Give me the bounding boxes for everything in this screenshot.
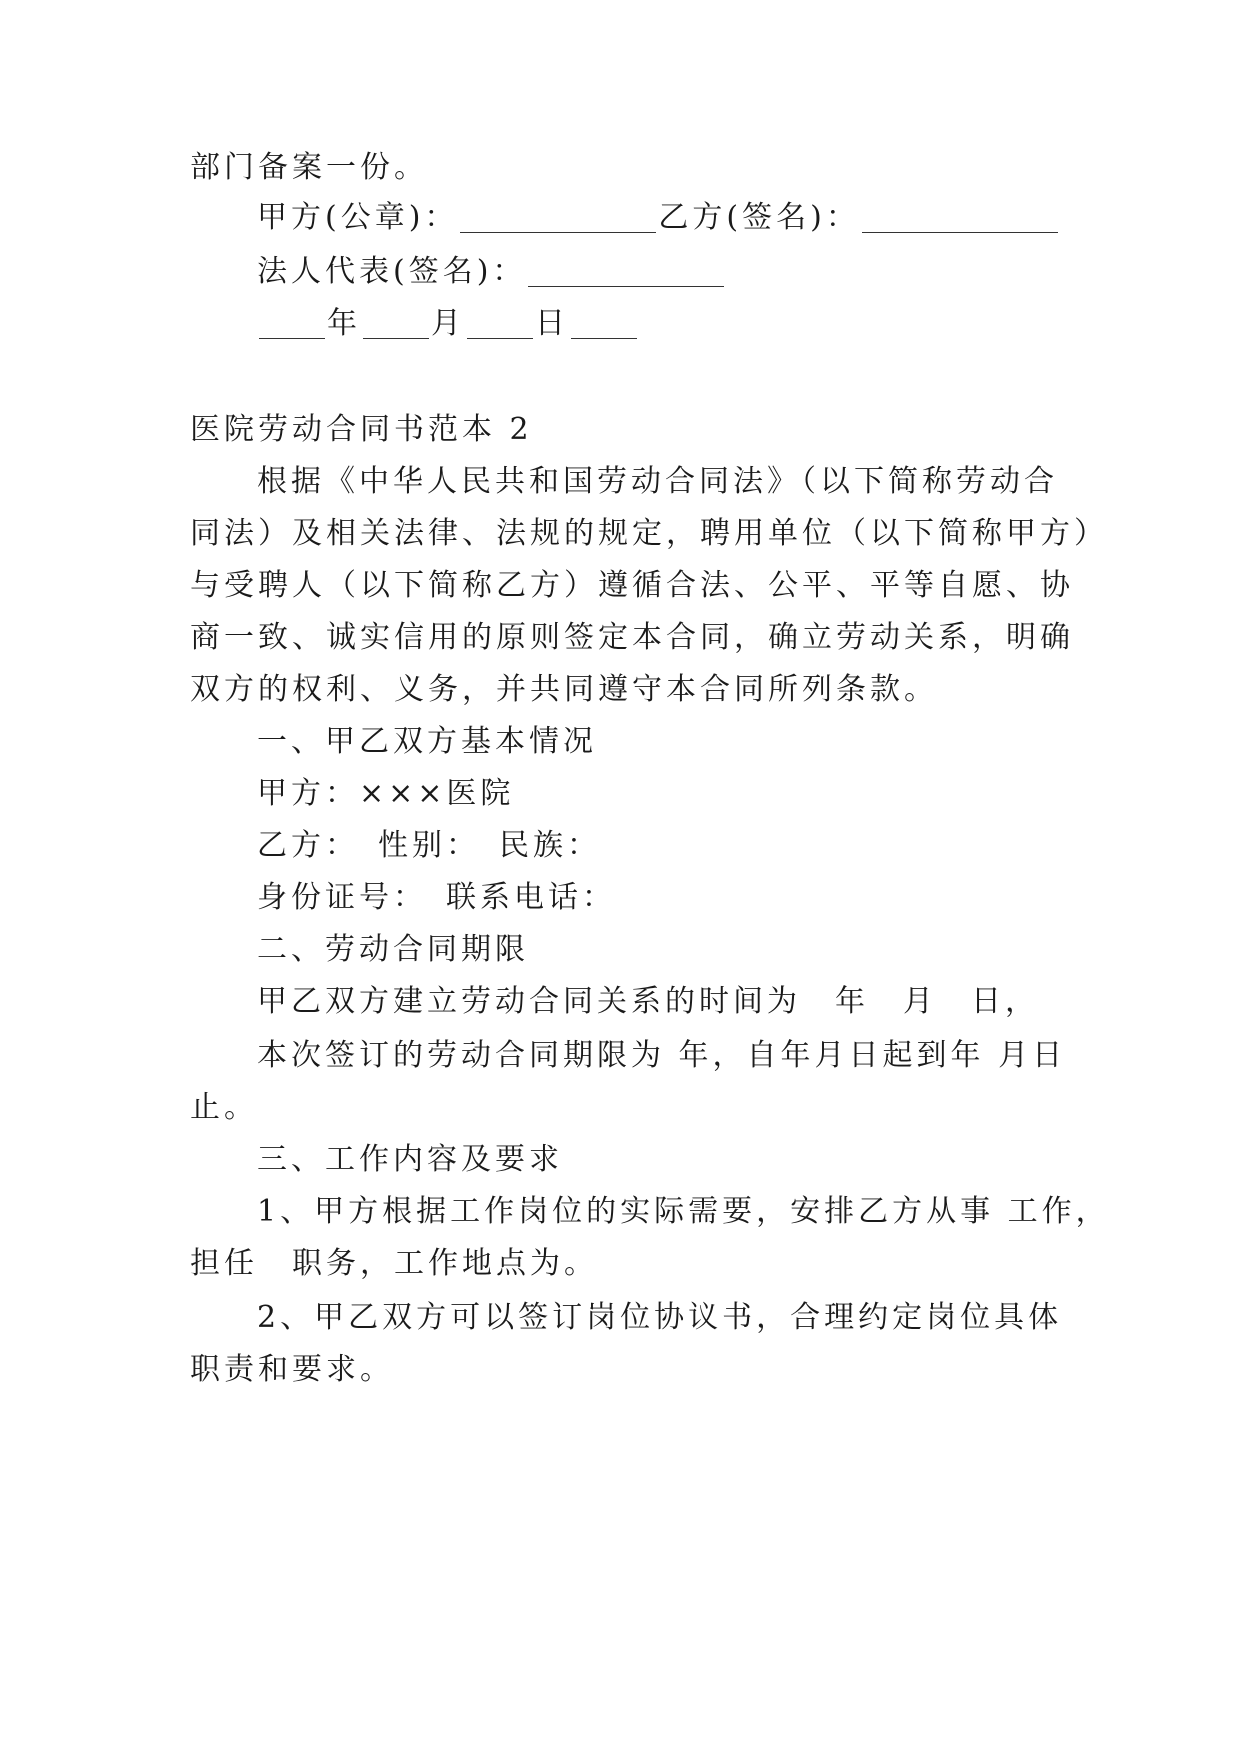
party-a-blank [460, 232, 656, 233]
heading-basic-info: 一、甲乙双方基本情况 [257, 724, 597, 759]
legal-rep-blank [528, 286, 724, 287]
party-b-line: 乙方： 性别： 民族： [257, 828, 601, 863]
paragraph-line: 双方的权利、义务，并共同遵守本合同所列条款。 [190, 672, 938, 707]
paragraph-line: 商一致、诚实信用的原则签定本合同，确立劳动关系，明确 [190, 620, 1074, 655]
month-label: 月 [431, 306, 465, 341]
signature-line-legal-rep [257, 252, 1050, 292]
id-phone-line: 身份证号： 联系电话： [257, 880, 616, 915]
date-line [257, 304, 1050, 344]
term-line: 本次签订的劳动合同期限为 年，自年月日起到年 月日 [257, 1038, 1067, 1073]
party-a-seal-label: 甲方(公章)： [257, 200, 459, 235]
section-title: 医院劳动合同书范本 2 [190, 412, 533, 447]
heading-work-content: 三、工作内容及要求 [257, 1142, 563, 1177]
item-line: 职责和要求。 [190, 1352, 394, 1387]
paragraph-line: 与受聘人（以下简称乙方）遵循合法、公平、平等自愿、协 [190, 568, 1074, 603]
party-b-sign-label: 乙方(签名)： [658, 200, 860, 235]
trailing-blank [571, 338, 637, 339]
party-b-blank [862, 232, 1058, 233]
term-line: 止。 [190, 1090, 258, 1125]
year-label: 年 [327, 306, 361, 341]
signature-line-parties [257, 198, 1050, 238]
item-line: 担任 职务，工作地点为。 [190, 1246, 598, 1281]
paragraph-line: 根据《中华人民共和国劳动合同法》（以下简称劳动合 [257, 464, 1058, 499]
party-a-line: 甲方：×××医院 [257, 776, 515, 811]
month-blank [363, 338, 429, 339]
year-blank [259, 338, 325, 339]
paragraph-line: 同法）及相关法律、法规的规定，聘用单位（以下简称甲方） [190, 516, 1108, 551]
heading-contract-term: 二、劳动合同期限 [257, 932, 529, 967]
day-label: 日 [535, 306, 569, 341]
item-line: 2、甲乙双方可以签订岗位协议书，合理约定岗位具体 [257, 1300, 1063, 1335]
term-line: 甲乙双方建立劳动合同关系的时间为 年 月 日， [257, 984, 1039, 1019]
item-line: 1、甲方根据工作岗位的实际需要，安排乙方从事 工作， [257, 1194, 1110, 1229]
legal-rep-label: 法人代表(签名)： [257, 254, 527, 289]
day-blank [467, 338, 533, 339]
text-line: 部门备案一份。 [190, 150, 428, 185]
